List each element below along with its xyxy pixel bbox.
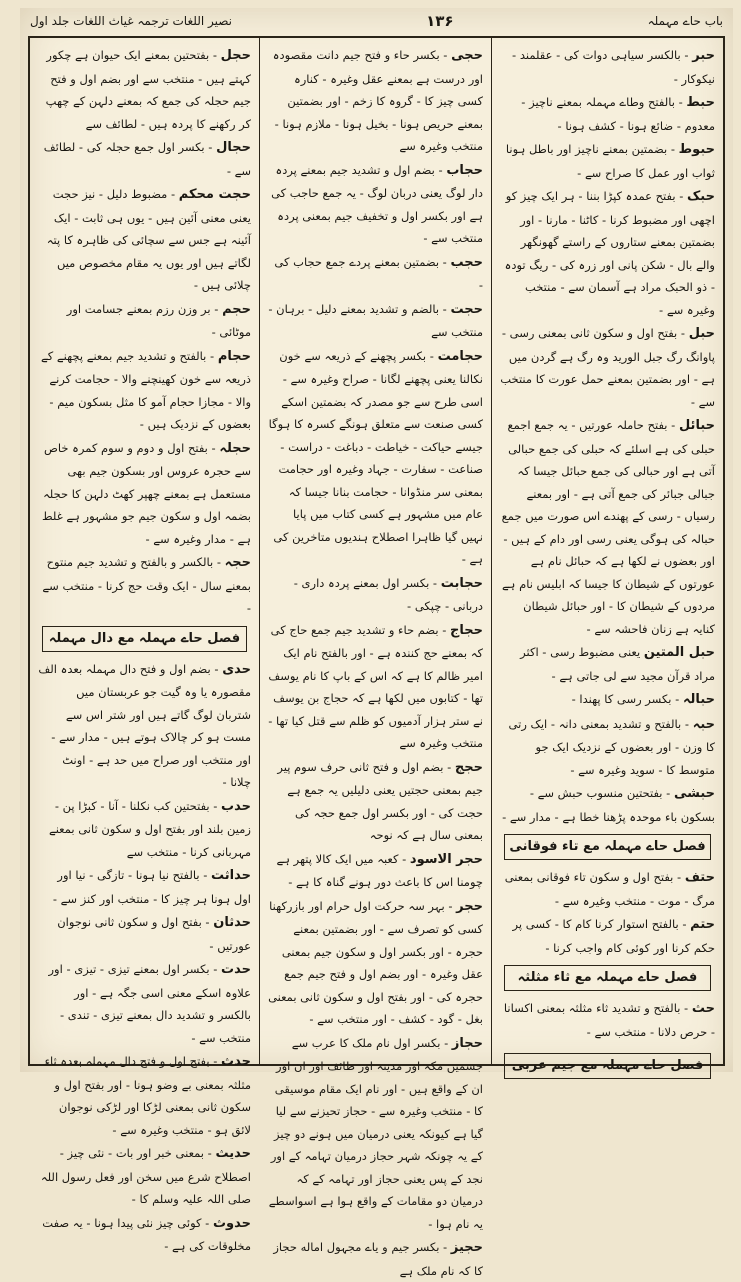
page xyxy=(20,8,733,1278)
definition: یعنی مضبوط رسی - اکثر مراد قرآن مجید سے لی جاتی ہے - xyxy=(520,645,715,683)
headword: حبہ xyxy=(692,716,715,732)
dictionary-entry xyxy=(38,1142,251,1211)
headword: حدیث xyxy=(215,1146,251,1161)
entries-group xyxy=(38,44,251,620)
entries-group xyxy=(38,658,251,1258)
text-frame xyxy=(28,36,725,1278)
headword: حجاب xyxy=(446,162,483,178)
page-header xyxy=(20,8,733,34)
definition: - مضبوط دلیل - نیز حجت یعنی معنی آئین ہیں - یوں ہی ثابت - ایک آئینہ ہے جس سے سچائی کی ظاہرہ کا پتہ لگاتے ہیں اور یوں یہ مقام مخصوص میں چلائی ہیں - xyxy=(46,187,251,292)
headword: حجیز xyxy=(450,1240,483,1255)
definition: - بکسر پچھنے کے ذریعہ سے خون نکالنا یعنی پچھنے لگانا - صراح وغیرہ سے - اسی طرح سے جو مصدر کہ بضمتین اسکے کسی صنعت سے متعلق ہونگے کسرہ کا ہوگا جیسے حیاکت - خیاطت - دباغت - دراست - صناعت - سفارت - جہاد وغیرہ اور حجامت بمعنی سر منڈوانا - حجامت بنانا جیسا کہ عام میں مشہور ہے کسی کتاب میں پایا نہیں گیا ظاہرا اصطلاح ہندیوں متاخرین کی ہے - xyxy=(268,348,483,566)
dictionary-entry xyxy=(500,185,715,321)
entries-group xyxy=(500,997,715,1043)
headword: حتف xyxy=(684,870,715,885)
dictionary-entry xyxy=(500,866,715,912)
page-number: ۱۳۶ xyxy=(426,12,454,30)
definition: - بضم اول و فتح ثانی حرف سوم پیر جیم بمعنی حجتیں یعنی دلیلیں یہ جمع ہے حجت کی - اور بکسر اول جمع حجہ کی بمعنی سال ہے کہ نوحہ xyxy=(277,759,483,842)
definition: - بر وزن رزم بمعنے جسامت اور موٹائی - xyxy=(66,301,251,339)
headword: حدث xyxy=(221,1054,251,1069)
definition: - بفتح اول و دوم و سوم کمرہ خاص سے حجرہ عروس اور بسکون جیم بھی مستعمل ہے بمعنے چھپر کھٹ دلہن کا حجلہ بضمہ اول و سکون جیم جو مشہور ہے غلط ہے - مدار وغیرہ سے - xyxy=(42,440,251,546)
headword: حجامت xyxy=(437,348,483,364)
dictionary-entry xyxy=(500,997,715,1043)
dictionary-entry xyxy=(38,1050,251,1141)
definition: - بفتح اول و سکون ثانی بمعنی رسی - پاوانگ رگ جبل الورید وہ رگ ہے گردن میں ہے - اور بضمتین بمعنے حمل عورت کا منتخب سے - xyxy=(500,326,715,409)
dictionary-entry xyxy=(268,251,483,297)
dictionary-entry xyxy=(38,864,251,910)
headword: حدثان xyxy=(213,915,251,930)
headword: حدوث xyxy=(212,1215,251,1231)
definition: - بفتح اول و سکون تاء فوقانی بمعنی مرگ - موت - منتخب وغیرہ سے - xyxy=(504,870,715,908)
dictionary-entry xyxy=(500,688,715,712)
headword: حبشی xyxy=(673,786,715,801)
definition: - بکسر اول نام ملک کا عرب سے جسمیں مکہ اور مدینہ اور طائف اور ان اور ان کے واقع ہیں - اور نام ایک مقام موسیقی کا - منتخب وغیرہ سے - حجاز تحیزنے سے لیا گیا ہے کیونکہ یعنی درمیان میں ہونے دو چیز کے یہ چونکہ شہر حجاز درمیان تہامہ کے اور نجد کے پس یعنی حجاز اور تہامہ کے کہ درمیان دو مقامات کے واقع ہوا ہے اسواسطے یہ نام ہوا - xyxy=(268,1035,483,1231)
headword: حجم xyxy=(222,301,251,317)
dictionary-entry xyxy=(268,895,483,1031)
definition: - کعبہ میں ایک کالا پتھر ہے چومنا اس کا باعث دور ہونے گناہ کا ہے - xyxy=(276,851,483,889)
definition: - بضمتین بمعنے ناچیز اور باطل ہونا ثواب اور عمل کا صراح سے - xyxy=(505,142,715,180)
dictionary-entry xyxy=(500,91,715,137)
definition: - بکسر اول بمعنے پردہ داری - دربانی - چپکی - xyxy=(293,575,483,613)
headword: حدت xyxy=(221,962,251,977)
dictionary-entry xyxy=(38,298,251,344)
dictionary-entry xyxy=(38,911,251,957)
definition: - بمعنی خبر اور بات - نئی چیز - اصطلاح شرع میں سخن اور فعل رسول اللہ صلی اللہ علیہ وسلم کا - xyxy=(40,1146,251,1206)
headword: حجلہ xyxy=(219,440,251,456)
definition: - بفتحتین بمعنے ایک حیوان ہے چکور کہتے ہیں - منتخب سے اور بضم اول و فتح جیم حجلہ کی جمع کہ بمعنے دلہن کے چھپ کر رکھنے کا پردہ ہیں - لطائف سے xyxy=(45,48,251,131)
definition: - بفتحتین کب نکلنا - آنا - کبڑا پن - زمین بلند اور بفتح اول و سکون ثانی بمعنے مہربانی کرنا - منتخب سے xyxy=(48,798,251,859)
definition: - بکسر جیم و یاے مجہول اماله حجاز کا کہ نام ملک ہے xyxy=(273,1240,483,1278)
definition: - بفتح عمدہ کپڑا بننا - ہر ایک چیز کو اچھی اور مضبوط کرنا - کاٹنا - مارنا - اور بضمتین بمعنے ستاروں کے راستے گھونگھر والے بال - شکن پانی اور زرہ کی - ریگ تودہ - ذو الحبک مراد ہے آسمان سے - منتخب وغیرہ سے - xyxy=(504,189,715,317)
definition: - بالکسر و بالفتح و تشدید جیم منتوح بمعنے سال - ایک وقت حج کرنا - منتخب سے - xyxy=(42,555,251,615)
headword: حجر xyxy=(456,898,483,914)
book-title: نصیر اللغات ترجمہ غیاث اللغات جلد اول xyxy=(30,14,233,28)
definition: - بکسر حاء و فتح جیم دانت مقصودہ اور درست ہے بمعنے عقل وغیرہ - کنارہ کسی چیز کا - گروہ کا زخم - اور بضمتین بمعنے حریص ہونا - بخیل ہونا - ملازم ہونا - منتخب وغیرہ سے xyxy=(272,48,483,153)
headword: حجت xyxy=(450,301,483,317)
headword: حبوط xyxy=(678,142,715,157)
dictionary-entry xyxy=(500,713,715,782)
dictionary-entry xyxy=(268,572,483,618)
definition: - بضم اول و فتح دال مہملہ بعدہ الف مقصورہ یا وہ گیت جو عربستان میں شتربان لوگ گاتے ہیں اور شتر اس سے مست ہو کر چالاک ہوتے ہیں - مدار سے - اور منتخب اور صراح میں حد ہے - اونٹ چلانا - xyxy=(38,661,251,789)
dictionary-entry xyxy=(38,658,251,794)
dictionary-entry xyxy=(268,848,483,894)
definition: - بکسر اول جمع حجلہ کی - لطائف سے - xyxy=(43,140,251,178)
headword: حجہ xyxy=(224,555,251,570)
column-middle xyxy=(259,38,491,1278)
entries-group xyxy=(500,44,715,828)
dictionary-entry xyxy=(500,414,715,640)
section-box: فصل حاے مہملہ مع ثاء مثلثہ xyxy=(504,965,711,991)
headword: حجل xyxy=(220,48,251,63)
headword: حتم xyxy=(690,917,715,932)
headword: حبک xyxy=(687,189,715,204)
definition: - بفتح اول و فتح دال مہملہ بعدہ ثاء مثلثہ بمعنی بے وضو ہونا - اور بفتح اول و سکون ثانی بمعنی لڑکا اور لڑکی نوجوان لائق ہو - منتخب وغیرہ سے - xyxy=(44,1054,251,1137)
definition: - بضمتین بمعنے پردے جمع حجاب کی - xyxy=(274,254,483,292)
definition: - بالفتح و تشدید ثاء مثلثہ بمعنی اکسانا - حرص دلانا - منتخب سے - xyxy=(503,1001,715,1039)
section-box: فصل حاے مہملہ مع تاء فوقانی xyxy=(504,834,711,860)
dictionary-entry xyxy=(500,138,715,184)
headword: حجال xyxy=(216,140,251,155)
section-title: باب حاے مہملہ xyxy=(647,14,723,28)
dictionary-entry xyxy=(500,913,715,959)
definition: - بفتح حاملہ عورتیں - یہ جمع اجمع حبلی کی ہے اسلئے کہ حبلی کی جمع حبالی آتی ہے اور حبالی کی جمع حبائل جیسا کہ جبالی جبائر کی جمع آتی ہے - اور بمعنے رسیاں - رسی کے پھندے اس صورت میں جمع حبالہ کی ہوگی یعنی رسی اور دام کے ہیں - اور بعضوں نے لکھا ہے کہ حبائل نام ہے عورتوں کے شیطان کا جیسا کہ ابلیس نام ہے مردوں کے شیطان کا - اور حبائل شیطان کنایہ ہے زنان فاحشہ سے - xyxy=(501,418,715,636)
headword: حجابت xyxy=(440,575,483,591)
headword: حجج xyxy=(454,759,483,775)
dictionary-entry xyxy=(38,1212,251,1258)
definition: - بالضم و تشدید بمعنے دلیل - برہان - منتخب سے xyxy=(268,301,483,339)
headword: حدب xyxy=(221,798,251,814)
headword: حجر الاسود xyxy=(409,851,483,867)
definition: - بہر سہ حرکت اول حرام اور بازرکھنا کسی کو تصرف سے - اور بضمتین بمعنے حجرہ - اور بکسر اول و سکون جیم بمعنی عقل وغیرہ - اور بضم اول و فتح جیم جمع حجرہ کی - اور بفتح اول و سکون ثانی بمعنی بغل - گود - کشف - اور منتخب سے - xyxy=(268,898,483,1026)
dictionary-entry xyxy=(268,298,483,344)
headword: حبل xyxy=(688,326,715,341)
headword: حبالہ xyxy=(682,692,715,707)
dictionary-entry xyxy=(268,619,483,755)
definition: - بالفتح و تشدید جیم بمعنے پچھنے کے ذریعہ سے خون کھینچنے والا - حجامت کرنے والا - مجازا حجام آمو کا مثل بسکون میم - بعضوں کے نزدیک ہیں - xyxy=(41,348,251,431)
definition: - کوئی چیز نئی پیدا ہونا - یہ صفت مخلوقات کی ہے - xyxy=(42,1215,251,1253)
headword: حجی xyxy=(451,48,483,63)
dictionary-entry xyxy=(500,782,715,828)
definition: - بکسر رسی کا پھندا - xyxy=(571,692,680,706)
dictionary-entry xyxy=(38,958,251,1049)
headword: حث xyxy=(691,1001,715,1016)
definition: - بفتح اول و سکون ثانی نوجوان عورتیں - xyxy=(57,915,251,953)
dictionary-entry xyxy=(500,322,715,413)
column-left xyxy=(30,38,259,1253)
entries-group xyxy=(268,44,483,1282)
definition: - بالفتح و تشدید بمعنی دانہ - ایک رتی کا وزن - اور بعضوں کے نزدیک ایک جو متوسط کا - سوید وغیرہ سے - xyxy=(508,716,715,777)
definition: - بالکسر سیاہی دوات کی - عقلمند - نیکوکار - xyxy=(512,48,715,86)
headword: حبط xyxy=(686,95,715,110)
headword: حبر xyxy=(692,48,715,63)
dictionary-entry xyxy=(38,795,251,864)
section-box: فصل حاے مہملہ مع دال مہملہ xyxy=(42,626,247,652)
definition: - بالفتح استوار کرنا کام کا - کسی پر حکم کرنا اور کوئی کام واجب کرنا - xyxy=(512,917,715,955)
entries-group xyxy=(500,866,715,959)
dictionary-entry xyxy=(38,437,251,551)
dictionary-entry xyxy=(268,44,483,158)
definition: - بالفتح وطاے مہملہ بمعنے ناچیز - معدوم - ضائع ہونا - کشف ہونا - xyxy=(521,95,715,133)
dictionary-entry xyxy=(38,345,251,436)
section-box: فصل حاے مہملہ مع جیم عربی xyxy=(504,1053,711,1079)
dictionary-entry xyxy=(268,1236,483,1282)
headword: حبل المتین xyxy=(643,645,715,660)
dictionary-entry xyxy=(268,1032,483,1236)
headword: حجاز xyxy=(451,1035,483,1051)
dictionary-entry xyxy=(38,551,251,620)
dictionary-entry xyxy=(500,44,715,90)
definition: - بفتحتین منسوب حبش سے - بسکون باء موحدہ پڑھنا خطا ہے - مدار سے - xyxy=(502,786,715,824)
dictionary-entry xyxy=(500,641,715,687)
dictionary-entry xyxy=(38,136,251,182)
definition: - بالفتح نیا ہونا - تازگی - نیا اور اول ہونا ہر چیز کا - منتخب اور کنز سے - xyxy=(52,868,251,906)
definition: - بضم حاء و تشدید جیم جمع حاج کی کہ بمعنے حج کنندہ ہے - اور بالفتح نام ایک امیر ظالم کا ہے کہ اس کے باپ کا نام یوسف تھا - کتابوں میں لکھا ہے کہ حجاج بن یوسف نے ستر ہزار آدمیوں کو ظلم سے قتل کیا تھا - منتخب وغیرہ سے xyxy=(268,622,483,750)
dictionary-entry xyxy=(268,345,483,571)
headword: حجب xyxy=(450,254,483,270)
dictionary-entry xyxy=(38,183,251,297)
headword: حدی xyxy=(222,661,251,677)
definition: - بکسر اول بمعنے تیزی - تیزی - اور علاوہ اسکے معنی اسی جگہ ہے - اور بالکسر و تشدید دال بمعنے تیزی - تندی - منتخب سے - xyxy=(48,962,251,1045)
definition: - بضم اول و تشدید جیم بمعنے پردہ دار لوگ یعنی دربان لوگ - یہ جمع حاجب کی ہے اور بکسر اول و تخفیف جیم بمعنی پردہ منتخب سے - xyxy=(271,162,483,245)
dictionary-entry xyxy=(38,44,251,135)
headword: حداثت xyxy=(211,868,251,883)
dictionary-entry xyxy=(268,159,483,250)
headword: حجاج xyxy=(450,622,483,638)
headword: حبائل xyxy=(678,418,715,433)
column-right xyxy=(491,38,723,1073)
headword: حجت محکم xyxy=(178,187,251,202)
headword: حجام xyxy=(217,348,251,364)
dictionary-entry xyxy=(268,756,483,847)
